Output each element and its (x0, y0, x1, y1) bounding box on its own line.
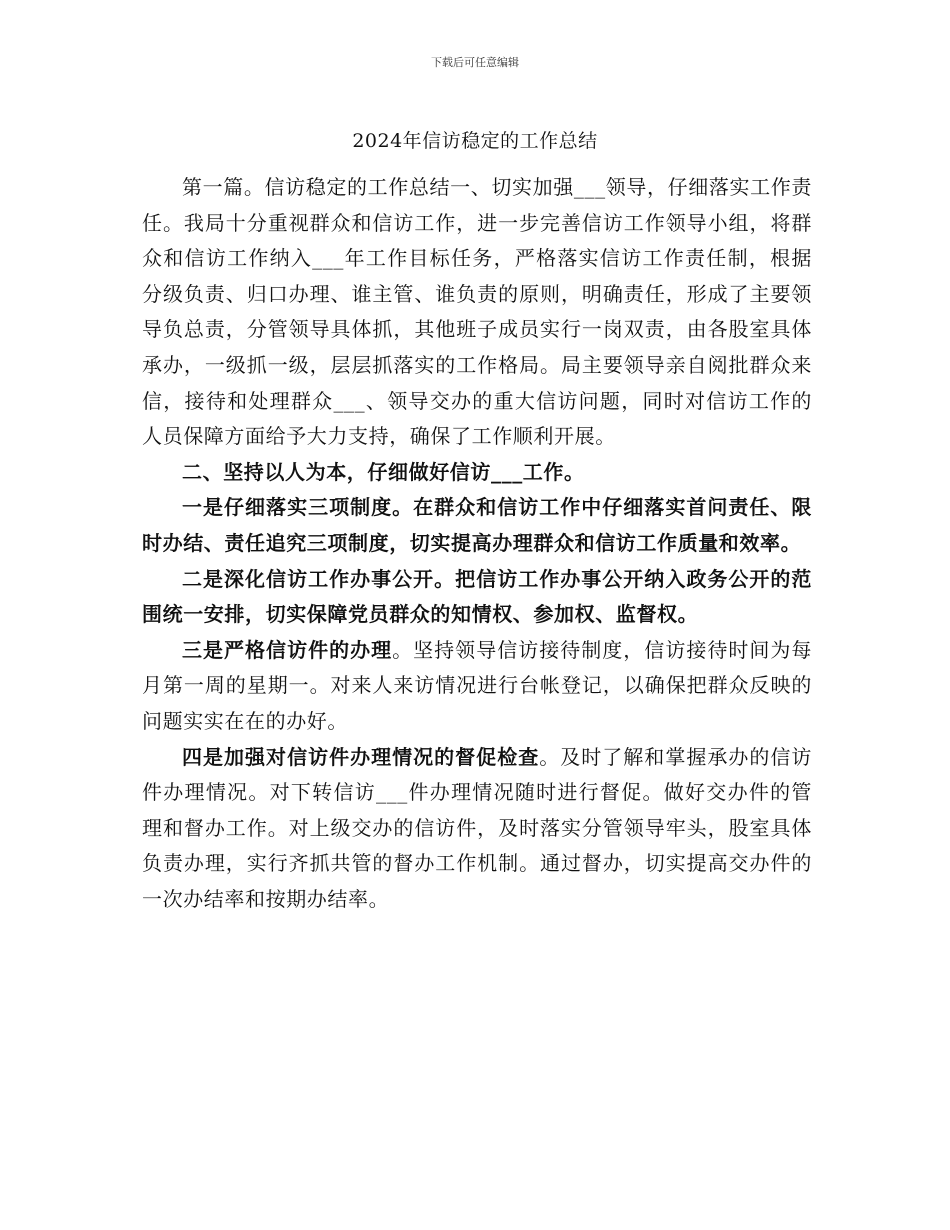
page-header-note: 下载后可任意编辑 (431, 56, 519, 69)
document-body (142, 170, 812, 917)
paragraph-4: 二是深化信访工作办事公开。把信访工作办事公开纳入政务公开的范围统一安排，切实保障党员群众的知情权、参加权、监督权。 (142, 566, 812, 627)
paragraph-2-heading: 二、坚持以人为本，仔细做好信访___工作。 (182, 459, 585, 484)
paragraph-5-text: 。坚持领导信访接待制度，信访接待时间为每月第一周的星期一。对来人来访情况进行台帐登记，以确保把群众反映的问题实实在在的办好。 (142, 637, 813, 733)
paragraph-3: 一是仔细落实三项制度。在群众和信访工作中仔细落实首问责任、限时办结、责任追究三项制度，切实提高办理群众和信访工作质量和效率。 (142, 495, 812, 555)
paragraph-1: 第一篇。信访稳定的工作总结一、切实加强___领导，仔细落实工作责任。我局十分重视群众和信访工作，进一步完善信访工作领导小组，将群众和信访工作纳入___年工作目标任务，严格落实信访工作责任制，根据分级负责、归口办理、谁主管、谁负责的原则，明确责任，形成了主要领导负总责，分管领导具体抓，其他班子成员实行一岗双责，由各股室具体承办，一级抓一级，层层抓落实的工作格局。局主要领导亲自阅批群众来信，接待和处理群众___、领导交办的重大信访问题，同时对信访工作的人员保障方面给予大力支持，确保了工作顺利开展。 (142, 175, 812, 449)
paragraph-5-lead: 三是严格信访件的办理 (182, 637, 393, 662)
paragraph-6 (142, 740, 812, 918)
paragraph-6-text: 。及时了解和掌握承办的信访件办理情况。对下转信访___件办理情况随时进行督促。做好交办件的管理和督办工作。对上级交办的信访件，及时落实分管领导牢头，股室具体负责办理，实行齐抓共管的督办工作机制。通过督办，切实提高交办件的一次办结率和按期办结率。 (142, 744, 812, 911)
document-title: 2024年信访稳定的工作总结 (352, 130, 598, 152)
paragraph-6-lead: 四是加强对信访件办理情况的督促检查 (182, 744, 540, 769)
paragraph-5 (142, 633, 812, 740)
